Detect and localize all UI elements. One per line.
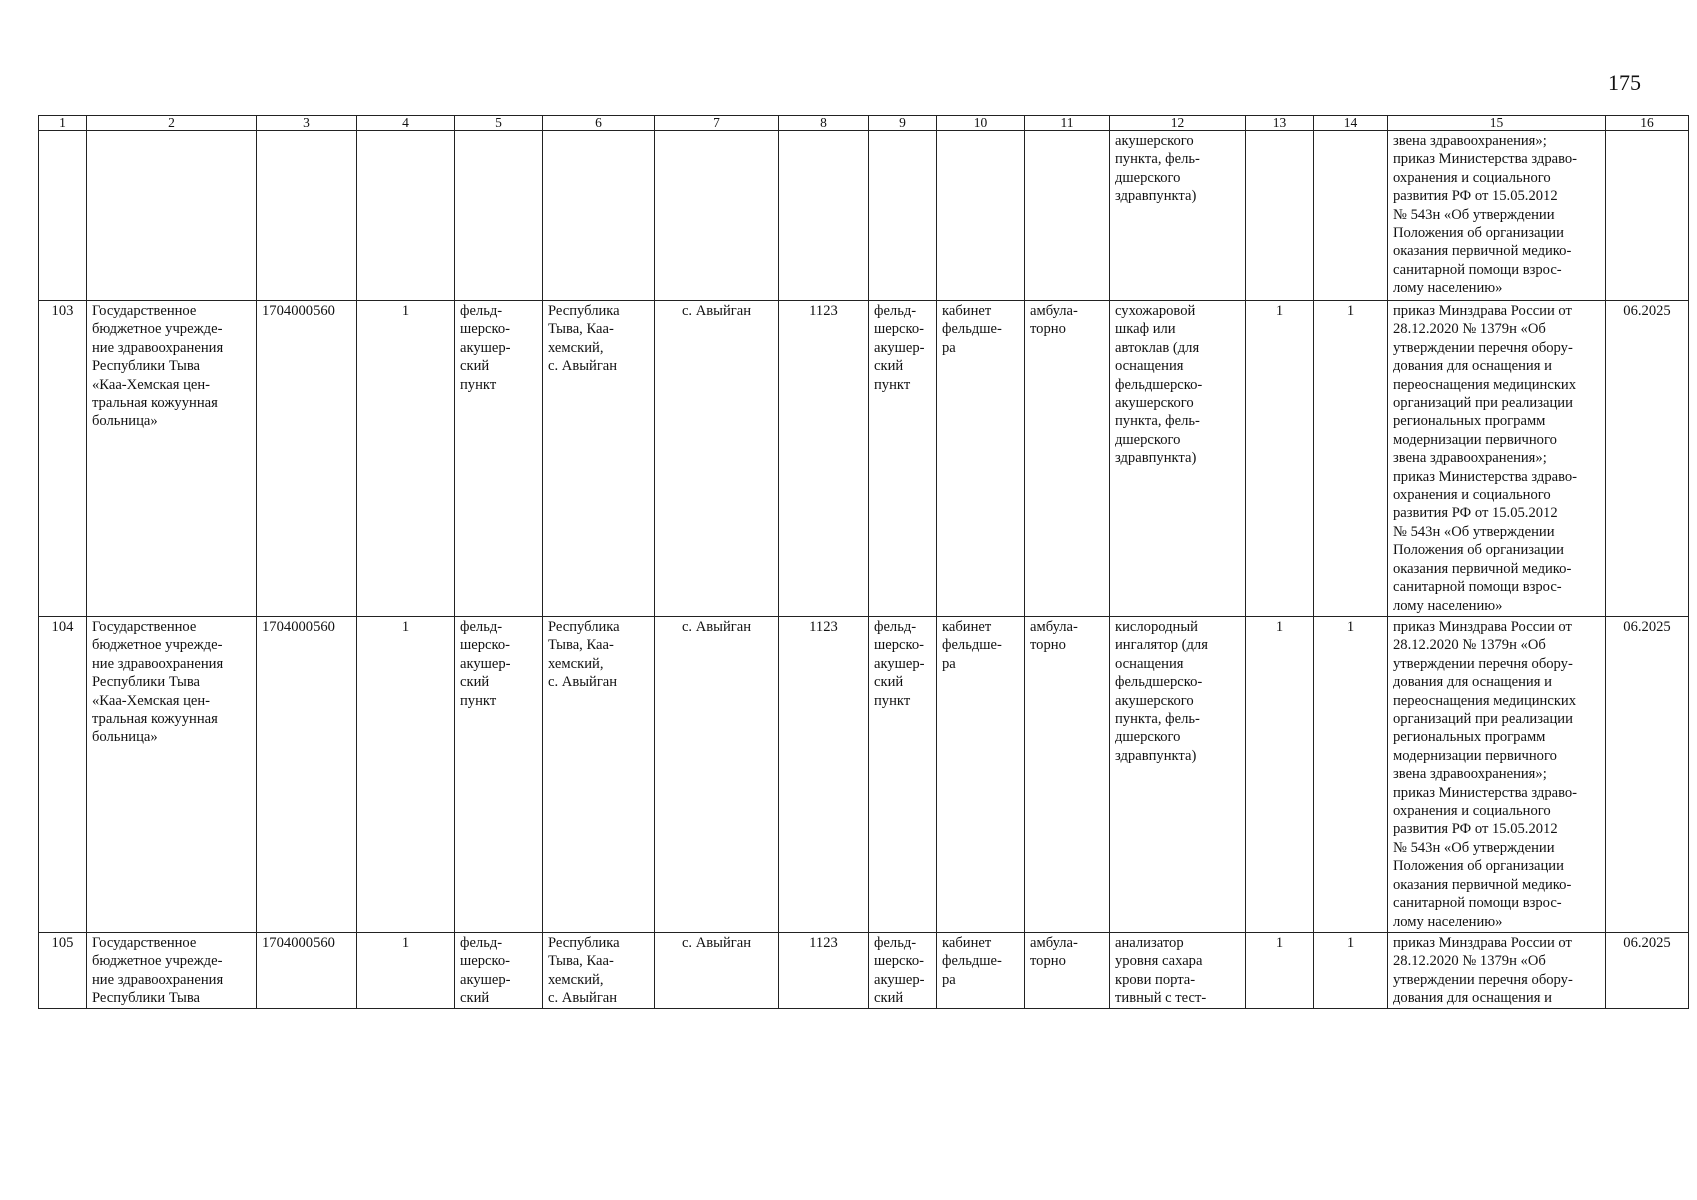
population-cell: 1123 — [779, 933, 869, 1009]
col14-cell: 1 — [1314, 933, 1388, 1009]
equipment-cell: акушерского пункта, фель- дшерского здравпункта) — [1110, 131, 1246, 301]
room-cell: кабинет фельдше- ра — [937, 617, 1025, 933]
column-header: 3 — [257, 116, 357, 131]
equipment-cell: анализатор уровня сахара крови порта- тивный с тест- — [1110, 933, 1246, 1009]
column-header: 7 — [655, 116, 779, 131]
basis-cell: приказ Минздрава России от 28.12.2020 № 1379н «Об утверждении перечня обору- дования для оснащения и переоснащения медицинских организаций при реализации региональных программ модернизации первичного звена здравоохранения»; приказ Министерства здраво- охранения и социального развития РФ от 15.05.2012 № 543н «Об утверждении Положения об организации оказания первичной медико- санитарной помощи взрос- лому населению» — [1388, 617, 1606, 933]
unit-type-cell: фельд- шерско- акушер- ский пункт — [455, 301, 543, 617]
col13-cell: 1 — [1246, 933, 1314, 1009]
address-cell: Республика Тыва, Каа- хемский, с. Авыйган — [543, 301, 655, 617]
date-cell: 06.2025 — [1606, 933, 1689, 1009]
header-row — [39, 116, 1689, 131]
table-row-continuation — [39, 131, 1689, 301]
code-cell: 1704000560 — [257, 301, 357, 617]
unit-type-cell: фельд- шерско- акушер- ский — [455, 933, 543, 1009]
organization-cell: Государственное бюджетное учрежде- ние здравоохранения Республики Тыва — [87, 933, 257, 1009]
locality-cell: с. Авыйган — [655, 301, 779, 617]
basis-cell: приказ Минздрава России от 28.12.2020 № 1379н «Об утверждении перечня обору- дования для оснащения и переоснащения медицинских организаций при реализации региональных программ модернизации первичного звена здравоохранения»; приказ Министерства здраво- охранения и социального развития РФ от 15.05.2012 № 543н «Об утверждении Положения об организации оказания первичной медико- санитарной помощи взрос- лому населению» — [1388, 301, 1606, 617]
code-cell: 1704000560 — [257, 617, 357, 933]
col14-cell: 1 — [1314, 301, 1388, 617]
organization-cell: Государственное бюджетное учрежде- ние здравоохранения Республики Тыва «Каа-Хемская цен- тральная кожуунная больница» — [87, 617, 257, 933]
column-header: 13 — [1246, 116, 1314, 131]
column-header: 10 — [937, 116, 1025, 131]
col4-cell: 1 — [357, 933, 455, 1009]
column-header: 16 — [1606, 116, 1689, 131]
row-number: 104 — [39, 617, 87, 933]
table-row — [39, 617, 1689, 933]
equipment-cell: сухожаровой шкаф или автоклав (для оснащения фельдшерско- акушерского пункта, фель- дшерского здравпункта) — [1110, 301, 1246, 617]
unit-type-cell: фельд- шерско- акушер- ский пункт — [455, 617, 543, 933]
column-header: 4 — [357, 116, 455, 131]
table-row — [39, 301, 1689, 617]
col13-cell: 1 — [1246, 301, 1314, 617]
column-header: 11 — [1025, 116, 1110, 131]
room-cell: кабинет фельдше- ра — [937, 301, 1025, 617]
column-header: 9 — [869, 116, 937, 131]
locality-cell: с. Авыйган — [655, 617, 779, 933]
date-cell: 06.2025 — [1606, 301, 1689, 617]
column-header: 6 — [543, 116, 655, 131]
page-number: 175 — [1608, 70, 1641, 95]
subdivision-cell: фельд- шерско- акушер- ский пункт — [869, 301, 937, 617]
date-cell: 06.2025 — [1606, 617, 1689, 933]
address-cell: Республика Тыва, Каа- хемский, с. Авыйган — [543, 617, 655, 933]
equipment-table — [38, 115, 1689, 1009]
subdivision-cell: фельд- шерско- акушер- ский пункт — [869, 617, 937, 933]
basis-cell: звена здравоохранения»; приказ Министерства здраво- охранения и социального развития РФ от 15.05.2012 № 543н «Об утверждении Положения об организации оказания первичной медико- санитарной помощи взрос- лому населению» — [1388, 131, 1606, 301]
col14-cell: 1 — [1314, 617, 1388, 933]
care-cell: амбула- торно — [1025, 933, 1110, 1009]
population-cell: 1123 — [779, 617, 869, 933]
organization-cell: Государственное бюджетное учрежде- ние здравоохранения Республики Тыва «Каа-Хемская цен- тральная кожуунная больница» — [87, 301, 257, 617]
code-cell: 1704000560 — [257, 933, 357, 1009]
address-cell: Республика Тыва, Каа- хемский, с. Авыйган — [543, 933, 655, 1009]
col4-cell: 1 — [357, 617, 455, 933]
basis-cell: приказ Минздрава России от 28.12.2020 № 1379н «Об утверждении перечня обору- дования для оснащения и — [1388, 933, 1606, 1009]
column-header: 1 — [39, 116, 87, 131]
row-number: 105 — [39, 933, 87, 1009]
col4-cell: 1 — [357, 301, 455, 617]
care-cell: амбула- торно — [1025, 301, 1110, 617]
room-cell: кабинет фельдше- ра — [937, 933, 1025, 1009]
population-cell: 1123 — [779, 301, 869, 617]
column-header: 5 — [455, 116, 543, 131]
col13-cell: 1 — [1246, 617, 1314, 933]
row-number: 103 — [39, 301, 87, 617]
column-header: 15 — [1388, 116, 1606, 131]
equipment-cell: кислородный ингалятор (для оснащения фельдшерско- акушерского пункта, фель- дшерского здравпункта) — [1110, 617, 1246, 933]
table-row — [39, 933, 1689, 1009]
column-header: 8 — [779, 116, 869, 131]
column-header: 12 — [1110, 116, 1246, 131]
locality-cell: с. Авыйган — [655, 933, 779, 1009]
subdivision-cell: фельд- шерско- акушер- ский — [869, 933, 937, 1009]
column-header: 2 — [87, 116, 257, 131]
column-header: 14 — [1314, 116, 1388, 131]
care-cell: амбула- торно — [1025, 617, 1110, 933]
